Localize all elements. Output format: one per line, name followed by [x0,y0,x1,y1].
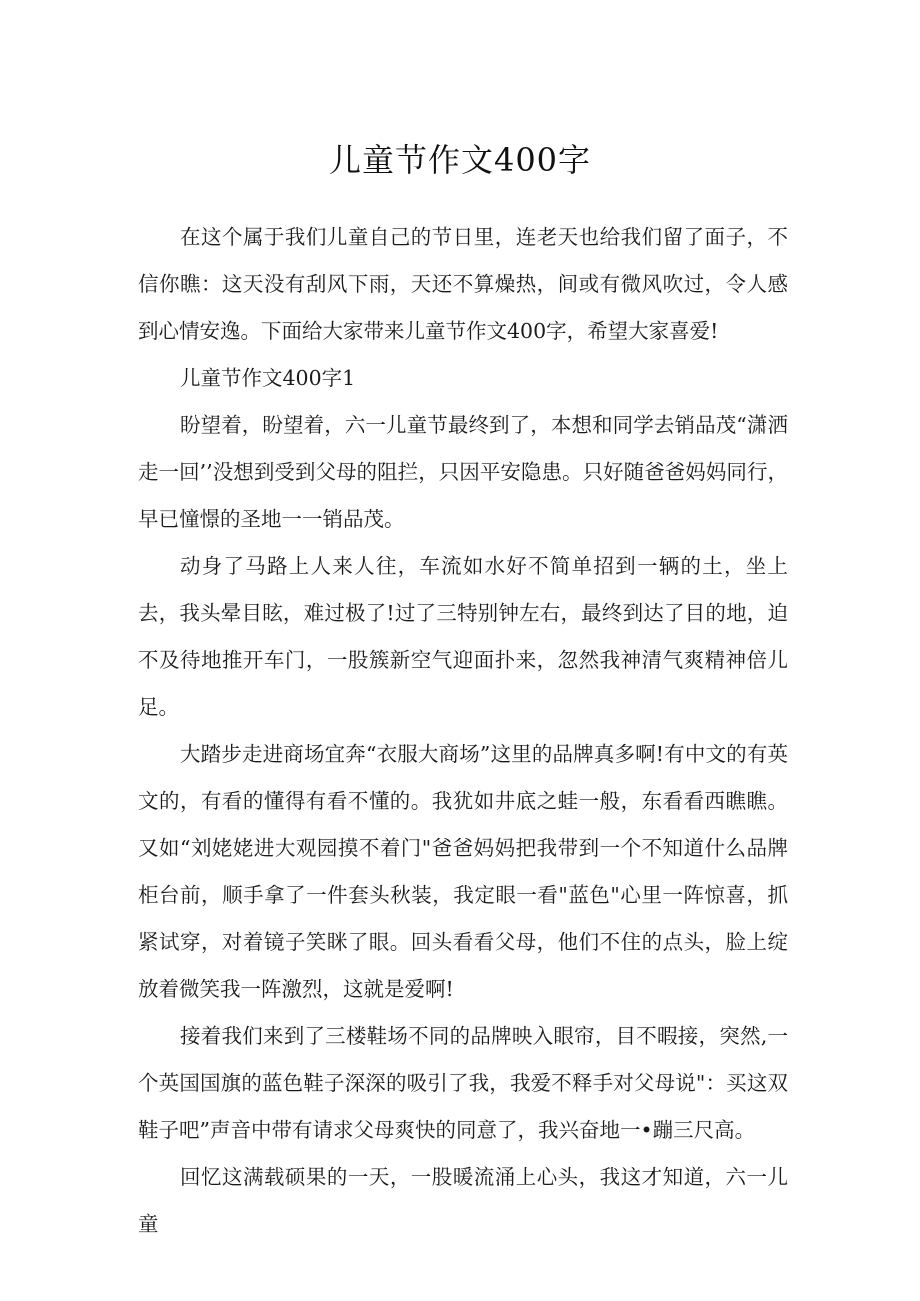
document-title: 儿童节作文400字 [328,141,592,179]
document-body [138,214,788,1248]
paragraph-4: 接着我们来到了三楼鞋场不同的品牌映入眼帘，目不暇接，突然,一个英国国旗的蓝色鞋子深深的吸引了我，我爱不释手对父母说"：买这双鞋子吧”声音中带有请求父母爽快的同意了，我兴奋地一•蹦三尺高。 [138,1024,788,1142]
section-heading: 儿童节作文400字1 [180,366,356,390]
paragraph-1: 盼望着，盼望着，六一儿童节最终到了，本想和同学去销品茂“潇洒走一回’’没想到受到父母的阻拦，只因平安隐患。只好随爸爸妈妈同行，早已憧憬的圣地一一销品茂。 [138,413,788,531]
paragraph-3: 大踏步走进商场宜奔“衣服大商场”这里的品牌真多啊!有中文的有英文的，有看的懂得有看不懂的。我犹如井底之蛙一般，东看看西瞧瞧。又如“刘姥姥进大观园摸不着门"爸爸妈妈把我带到一个不知道什么品牌柜台前，顺手拿了一件套头秋装，我定眼一看"蓝色"心里一阵惊喜，抓紧试穿，对着镜子笑眯了眼。回头看看父母，他们不住的点头，脸上绽放着微笑我一阵激烈，这就是爱啊! [138,742,788,1001]
paragraph-5: 回忆这满载硕果的一天，一股暖流涌上心头，我这才知道，六一儿童 [138,1165,788,1236]
paragraph-2: 动身了马路上人来人往，车流如水好不简单招到一辆的土，坐上去，我头晕目眩，难过极了!过了三特别钟左右，最终到达了目的地，迫不及待地推开车门，一股簇新空气迎面扑来，忽然我神清气爽精神倍儿足。 [138,554,788,719]
paragraph-intro: 在这个属于我们儿童自己的节日里，连老天也给我们留了面子，不信你瞧：这天没有刮风下雨，天还不算燥热，间或有微风吹过，令人感到心情安逸。下面给大家带来儿童节作文400字，希望大家喜爱! [138,225,788,343]
